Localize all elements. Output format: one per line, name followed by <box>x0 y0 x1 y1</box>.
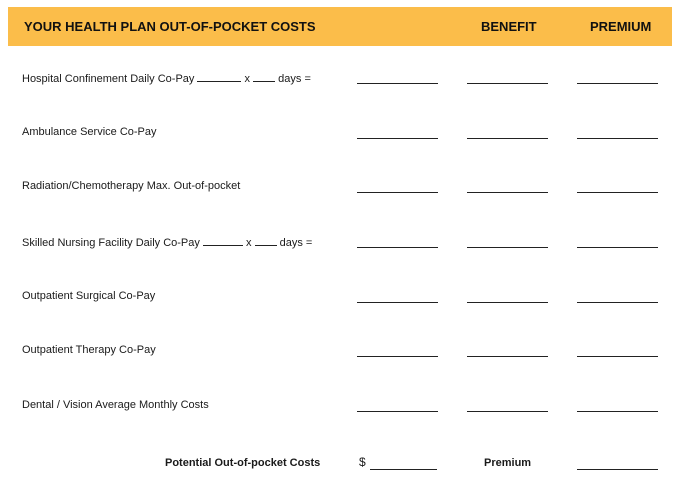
daily-copay-blank[interactable] <box>203 235 243 246</box>
table-row <box>0 233 680 253</box>
row-label: Outpatient Surgical Co-Pay <box>22 290 156 302</box>
benefit-field[interactable] <box>467 247 548 248</box>
benefit-field[interactable] <box>467 411 548 412</box>
row-label: Ambulance Service Co-Pay <box>22 126 157 138</box>
benefit-field[interactable] <box>467 83 548 84</box>
benefit-field[interactable] <box>467 138 548 139</box>
premium-field[interactable] <box>577 83 658 84</box>
daily-copay-blank[interactable] <box>197 71 241 82</box>
table-header <box>8 7 672 46</box>
table-row <box>0 69 680 89</box>
benefit-column-header: BENEFIT <box>481 19 537 34</box>
premium-field[interactable] <box>577 247 658 248</box>
form-title: YOUR HEALTH PLAN OUT-OF-POCKET COSTS <box>24 19 316 34</box>
premium-field[interactable] <box>577 356 658 357</box>
premium-field[interactable] <box>577 138 658 139</box>
amount-field[interactable] <box>357 356 438 357</box>
amount-field[interactable] <box>357 411 438 412</box>
premium-field[interactable] <box>577 192 658 193</box>
table-row <box>0 342 680 362</box>
days-blank[interactable] <box>253 71 275 82</box>
row-label-text: Hospital Confinement Daily Co-Pay <box>22 73 195 85</box>
amount-field[interactable] <box>357 192 438 193</box>
total-amount-field[interactable] <box>370 469 437 470</box>
premium-field[interactable] <box>577 411 658 412</box>
table-row <box>0 124 680 144</box>
row-label <box>22 71 311 85</box>
benefit-field[interactable] <box>467 192 548 193</box>
total-premium-label: Premium <box>484 457 532 469</box>
total-label: Potential Out-of-pocket Costs <box>165 457 321 469</box>
multiply-sign: x <box>246 237 252 249</box>
amount-field[interactable] <box>357 247 438 248</box>
days-blank[interactable] <box>255 235 277 246</box>
premium-column-header: PREMIUM <box>590 19 652 34</box>
amount-field[interactable] <box>357 302 438 303</box>
amount-field[interactable] <box>357 138 438 139</box>
benefit-field[interactable] <box>467 302 548 303</box>
row-label-text: Skilled Nursing Facility Daily Co-Pay <box>22 237 200 249</box>
multiply-sign: x <box>244 73 251 85</box>
days-text: days = <box>278 73 311 85</box>
table-row <box>0 397 680 417</box>
row-label <box>22 235 312 249</box>
row-label: Outpatient Therapy Co-Pay <box>22 344 156 356</box>
premium-field[interactable] <box>577 302 658 303</box>
amount-field[interactable] <box>357 83 438 84</box>
currency-symbol: $ <box>359 455 366 469</box>
total-premium-field[interactable] <box>577 469 658 470</box>
benefit-field[interactable] <box>467 356 548 357</box>
table-row <box>0 178 680 198</box>
row-label: Radiation/Chemotherapy Max. Out-of-pocket <box>22 180 241 192</box>
days-text: days = <box>279 237 313 249</box>
table-row <box>0 288 680 308</box>
row-label: Dental / Vision Average Monthly Costs <box>22 399 209 411</box>
